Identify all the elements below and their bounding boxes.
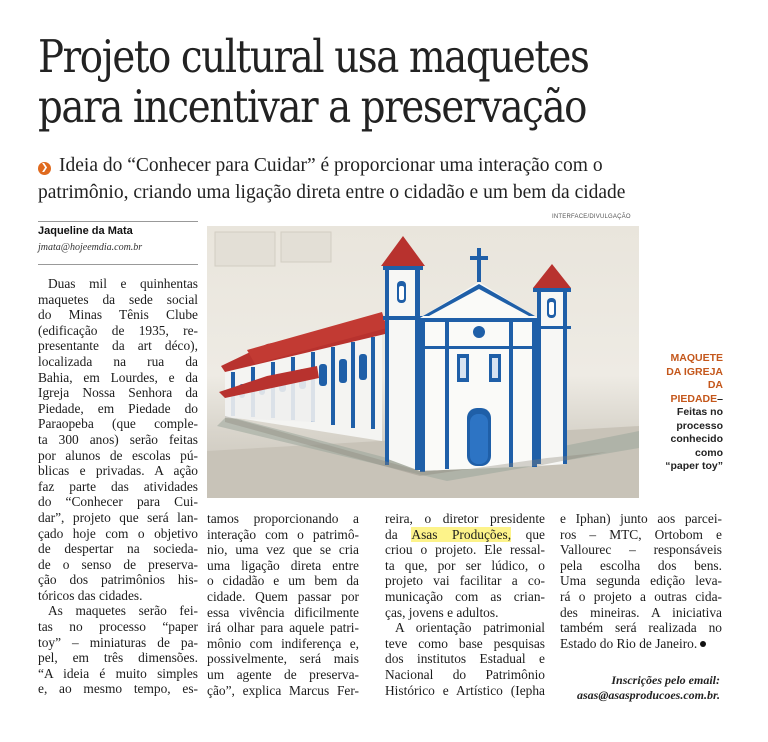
col1-line: (edificação de 1935, re-	[38, 322, 198, 338]
col2-line: cidade. Quem passar por	[207, 588, 359, 604]
col3-line: A orientação patrimonial	[395, 620, 545, 636]
photo-caption	[645, 352, 723, 474]
caption-highlight-3: DA	[707, 379, 723, 391]
col1-line: Duas mil e quinhentas	[48, 276, 198, 291]
caption-text-3: conhecido	[670, 433, 723, 445]
col1-line: çado hoje com o objetivo	[38, 525, 198, 541]
caption-text-4: como	[694, 446, 723, 459]
caption-highlight-2: DA IGREJA	[666, 365, 723, 378]
col1-line: toy” – miniaturas de pa-	[38, 634, 198, 650]
col1-line: tóricos das cidades.	[38, 587, 143, 603]
highlighted-company-name: Asas Produções,	[411, 526, 512, 542]
col1-line: ta 300 anos) serão feitas	[38, 431, 198, 447]
col3-line: ta que, por ser lúdico, o	[385, 557, 545, 573]
col3-post: que	[525, 526, 545, 542]
col1-line: dar”, projeto que será lan-	[38, 509, 198, 525]
article-column-1	[38, 276, 198, 697]
col1-line: pel, em três dimensões.	[38, 650, 198, 666]
caption-text-2: processo	[676, 419, 723, 432]
caption-highlight-1: MAQUETE	[670, 352, 723, 364]
col4-line: também será realizada no	[560, 620, 722, 636]
caption-highlight-4: PIEDADE	[670, 392, 718, 405]
col4-line: e Iphan) junto aos parcei-	[560, 511, 722, 526]
article-column-4	[560, 511, 722, 651]
headline-line-2: para incentivar a preservação	[38, 80, 587, 133]
deck-line-2: patrimônio, criando uma ligação direta entre o cidadão e um bem da cidade	[38, 182, 626, 203]
col3-line: ças, jovens e adultos.	[385, 604, 499, 620]
col1-line: presentante da art déco),	[38, 338, 198, 354]
col2-line: mônio com indiferença e,	[207, 635, 359, 651]
byline-author: Jaqueline da Mata	[38, 225, 133, 237]
caption-dash: –	[717, 392, 723, 405]
byline-top-rule	[38, 221, 198, 222]
col3-line: dos institutos Estadual e	[385, 651, 545, 667]
col4-line: Uma segunda edição leva-	[560, 573, 722, 589]
col1-line: de o senso de preserva-	[38, 556, 198, 572]
col4-line: Vallourec – responsáveis	[560, 542, 722, 558]
church-model-illustration	[207, 226, 639, 498]
signup-info	[570, 673, 720, 703]
col3-line: reira, o diretor presidente	[385, 511, 545, 526]
col2-line: possivelmente, será mais	[207, 651, 359, 667]
deck-subtitle	[38, 152, 738, 206]
col2-line: essa vivência dificilmente	[207, 604, 359, 620]
col3-line: criou o projeto. Ele ressal-	[385, 542, 545, 558]
col1-line: Paraopeba (que comple-	[38, 416, 198, 432]
col2-line: irá olhar para aquele patri-	[207, 620, 359, 636]
col1-line: e, ao mesmo tempo, es-	[38, 681, 198, 697]
byline-bottom-rule	[38, 264, 198, 265]
col1-line: tas no processo “paper	[38, 619, 198, 635]
col4-last-line	[560, 636, 722, 652]
col2-line: o cidadão e um bem da	[207, 573, 359, 589]
col2-line: nio, uma vez que se cria	[207, 542, 359, 558]
col1-line: Igreja Nossa Senhora da	[38, 385, 198, 401]
church-model-photo	[207, 226, 639, 498]
col1-line: de despertar na socieda-	[38, 541, 198, 557]
col1-line: Piedade, em Piedade do	[38, 400, 198, 416]
col1-line: do Minas Tênis Clube	[38, 307, 198, 323]
col1-line: “A ideia é muito simples	[38, 665, 198, 681]
col3-line: Nacional do Patrimônio	[385, 666, 545, 682]
col2-line: interação com o patrimô-	[207, 526, 359, 542]
col1-line: maquetes da sede social	[38, 291, 198, 307]
end-of-article-mark-icon	[700, 641, 706, 647]
col1-line: ção dos patrimônios his-	[38, 572, 198, 588]
col3-line: teve como base pesquisas	[385, 635, 545, 651]
photo-credit: INTERFACE/DIVULGAÇÃO	[552, 214, 631, 220]
chevron-bullet-icon: ❯	[38, 162, 51, 175]
signup-email[interactable]: asas@asasproducoes.com.br.	[577, 688, 720, 702]
col1-line: blicas e privadas. A ação	[38, 463, 198, 479]
byline-email[interactable]: jmata@hojeemdia.com.br	[38, 242, 143, 253]
col1-line: faz parte das atividades	[38, 478, 198, 494]
col4-line: ros – MTC, Ortobom e	[560, 526, 722, 542]
col4-line: Estado do Rio de Janeiro.	[560, 635, 698, 651]
col2-line: ção”, explica Marcus Fer-	[207, 682, 359, 698]
deck-line-1: Ideia do “Conhecer para Cuidar” é proporcionar uma interação com o	[59, 155, 603, 176]
article-column-2	[207, 511, 359, 698]
article-column-3	[385, 511, 545, 698]
col3-line: projeto vai facilitar a co-	[385, 573, 545, 589]
caption-text-1: Feitas no	[676, 406, 723, 418]
col2-line: um agente de preserva-	[207, 666, 359, 682]
col4-line: rá o projeto a outras cida-	[560, 588, 722, 604]
col2-line: tamos proporcionando a	[207, 511, 359, 526]
col4-line: pela escolha dos bens.	[560, 557, 722, 573]
col1-line: do “Conhecer para Cui-	[38, 494, 198, 510]
col1-line: localizada na rua da	[38, 353, 198, 369]
col2-line: uma ligação direta entre	[207, 557, 359, 573]
headline-line-1: Projeto cultural usa maquetes	[38, 30, 589, 83]
col3-pre: da	[385, 526, 398, 542]
col3-line-with-highlight	[385, 527, 545, 543]
signup-label: Inscrições pelo email:	[611, 673, 720, 687]
col3-line: municação com as crian-	[385, 588, 545, 604]
col1-line: As maquetes serão fei-	[48, 603, 198, 619]
col1-line: Bahia, em Lourdes, e da	[38, 369, 198, 385]
col3-line: Histórico e Artístico (Iepha	[385, 682, 545, 698]
caption-text-5: “paper toy”	[665, 460, 723, 472]
col1-line: por alunos de escolas pú-	[38, 447, 198, 463]
headline	[38, 32, 640, 132]
col4-line: des mineiras. A iniciativa	[560, 604, 722, 620]
